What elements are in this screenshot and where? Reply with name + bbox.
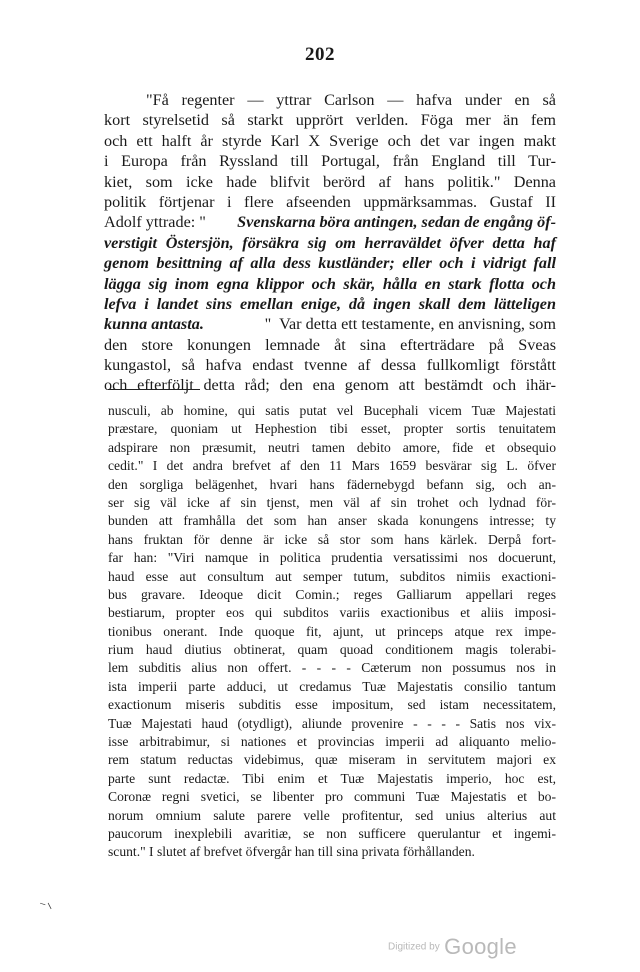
main-line: och efterföljt detta råd; den ena genom att bestämdt och ihär- — [104, 376, 556, 395]
footnote-divider — [108, 389, 200, 390]
quote-line: lägga sig inom egna klippor och skär, hålla en stark flotta och — [104, 274, 556, 293]
main-line-mixed — [104, 212, 556, 232]
footnote-line: Tuæ Majestati haud (otydligt), aliunde provenire - - - - Satis nos vix- — [108, 715, 556, 731]
footnote-line: den sorgliga belägenhet, hvari hans fädernebygd befann sig, och an- — [108, 476, 556, 492]
footnote-line: lem subditis alius non offert. - - - - Cæterum non possumus nos in — [108, 660, 556, 676]
quote-line: genom besittning af alla dess kustländer; eller och i vidrigt fall — [104, 254, 556, 273]
main-line: och ett halft år styrde Karl X Sverige och det var ingen makt — [104, 131, 556, 150]
footnote-line: præstare, quoniam ut Hephestion tibi esset, propter sortis tenuitatem — [108, 421, 556, 437]
footnote-line: scunt." I slutet af brefvet öfvergår han till sina privata förhållanden. — [108, 844, 475, 860]
main-line: kiet, som icke hade blifvit berörd af hans politik." Denna — [104, 172, 556, 191]
main-line: kort styrelsetid så starkt upprört verlden. Föga mer än fem — [104, 111, 556, 130]
footnote-line: Coronæ regni svetici, se libenter pro communi Tuæ Majestatis et bo- — [108, 789, 556, 805]
footnote-line: rem statum reductas videbimus, quæ miseram in servitutem majori ex — [108, 752, 556, 768]
footnote-line: rium haud diutius obtinerat, quam quoad conditionem magis tolerabi- — [108, 642, 556, 658]
footnote-line: adspirare non præsumit, neutri tamen debito amore, fide et obsequio — [108, 439, 556, 455]
main-text — [104, 90, 556, 396]
footnote-line: far han: "Viri namque in politica prudentia versatissimi nos docuerunt, — [108, 550, 556, 566]
footnote-line: norum omnium salute parere velle profitentur, sed unius alterius aut — [108, 807, 556, 823]
footnote-line: exactionum miseris subditis esse impositum, sed istam necessitatem, — [108, 697, 556, 713]
main-line-start: Adolf yttrade: " — [104, 213, 206, 232]
footnote-line: ser sig väl icke af sin tjenst, men väl af sin trohet och lydnad för- — [108, 494, 556, 510]
main-line: i Europa från Ryssland till Portugal, från England till Tur- — [104, 152, 556, 171]
page-number: 202 — [305, 44, 335, 65]
main-line-mixed — [104, 314, 556, 334]
footnote-line: parte sunt redactæ. Tibi enim et Tuæ Majestatis imperio, hoc est, — [108, 770, 556, 786]
watermark-small-text: Digitized by — [388, 941, 440, 953]
quote-line: lefva i landet sins emellan enige, då ingen skall dem lätteligen — [104, 294, 556, 313]
footnote-line: bus gravare. Ideoque dicit Comin.; reges Galliarum appellari reges — [108, 586, 556, 602]
digitized-watermark — [388, 934, 517, 960]
main-line: politik förtjenar i flere afseenden uppmärksammas. Gustaf II — [104, 192, 556, 211]
footnote-line: bestiarum, propter eos qui subditos variis exactionibus et aliis imposi- — [108, 605, 556, 621]
main-line: "Få regenter — yttrar Carlson — hafva under en så — [146, 91, 556, 109]
main-line-tail: " Var detta ett testamente, en anvisning, som — [264, 315, 556, 334]
footnote-line: isse arbitrabimur, si nationes et provincias imperii ad aliquanto melio- — [108, 734, 556, 750]
footnote-line: tionibus onerant. Inde quoque fit, ajunt, ut princeps atque rex impe- — [108, 623, 556, 639]
footnote-line: cedit." I det andra brefvet af den 11 Mars 1659 besvärar sig L. öfver — [108, 458, 556, 474]
footnote-text — [108, 402, 556, 862]
watermark-logo-text: Google — [444, 934, 517, 959]
footnote-line: bunden att framhålla det som han anser skada konungens intresse; ty — [108, 513, 556, 529]
main-line: den store konungen lemnade åt sina efterträdare på Sveas — [104, 335, 556, 354]
quote-italic: Svenskarna böra antingen, sedan de engång öf- — [237, 213, 556, 232]
quote-italic-end: kunna antasta. — [104, 315, 204, 334]
footnote-line: haud esse aut consultum aut semper tutum, subditos nimiis exactioni- — [108, 568, 556, 584]
footnote-line: hans fruktan för denne är icke så stor som hans kärlek. Derpå fort- — [108, 531, 556, 547]
main-line: kungastol, så hafva endast tvenne af dessa fullkomligt förstått — [104, 356, 556, 375]
corner-mark: ⁻⸌ — [35, 899, 55, 918]
footnote-line: paucorum inexplebili avaritiæ, se non sufficere querulantur et ingemi- — [108, 825, 556, 841]
quote-line: verstigit Östersjön, försäkra sig om herraväldet öfver detta haf — [104, 233, 556, 252]
footnote-line: nusculi, ab homine, qui satis putat vel Bucephali vicem Tuæ Majestati — [108, 403, 556, 418]
footnote-line: ista imperii parte adduci, ut credamus Tuæ Majestatis consilio tantum — [108, 678, 556, 694]
